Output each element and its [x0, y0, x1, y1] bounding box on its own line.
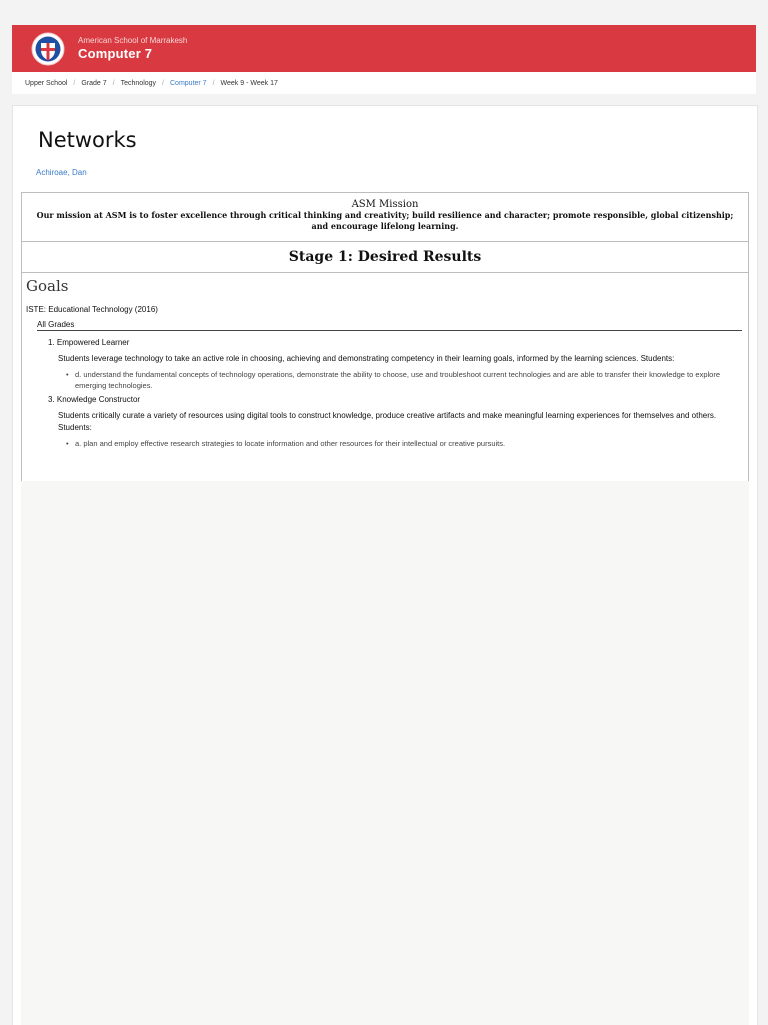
breadcrumb [12, 72, 756, 94]
standard-description: Students leverage technology to take an active role in choosing, achieving and demonstrating competency in their learning goals, informed by the learning sciences. Students: [58, 354, 675, 363]
breadcrumb-separator: / [112, 79, 115, 87]
breadcrumb-separator: / [162, 79, 164, 87]
unit-plan-box [21, 192, 749, 482]
standard-items [75, 369, 730, 391]
author-link[interactable]: Achiroae, Dan [36, 168, 87, 177]
list-item: • a. plan and employ effective research strategies to locate information and other resources for their intellectual or creative pursuits. [75, 438, 730, 449]
breadcrumb-separator: / [212, 79, 215, 87]
mission-text: Our mission at ASM is to foster excellence through critical thinking and creativity; build resilience and character; promote responsible, global citizenship; and encourage lifelong learning. [36, 210, 734, 231]
standard-label: 1. Empowered Learner [48, 338, 130, 347]
course-title[interactable]: Computer 7 [78, 46, 153, 61]
content-area [21, 481, 749, 1025]
course-heading [78, 36, 187, 61]
school-name[interactable]: American School of Marrakesh [78, 36, 188, 45]
standard-label: 3. Knowledge Constructor [48, 395, 141, 404]
breadcrumb-upper-school[interactable]: Upper School [25, 79, 68, 87]
breadcrumb-course[interactable]: Computer 7 [170, 79, 207, 87]
goals-title: Goals [26, 277, 69, 295]
list-item: • d. understand the fundamental concepts of technology operations, demonstrate the ability to choose, use and troubleshoot current technologies and are able to transfer their knowledge to explore emerging technologies. [75, 369, 730, 391]
mission-section [22, 193, 748, 242]
unit-panel [12, 105, 758, 1025]
breadcrumb-unit-dates: Week 9 - Week 17 [220, 79, 278, 87]
grade-level-header: All Grades [37, 320, 742, 331]
breadcrumb-grade[interactable]: Grade 7 [81, 79, 107, 87]
goals-section [22, 277, 748, 449]
mission-title: ASM Mission [351, 199, 419, 210]
standards-framework: ISTE: Educational Technology (2016) [26, 305, 158, 314]
standard-description: Students critically curate a variety of resources using digital tools to construct knowledge, produce creative artifacts and make meaningful learning experiences for themselves and others. Students: [58, 411, 717, 432]
breadcrumb-separator: / [73, 79, 76, 87]
stage-heading: Stage 1: Desired Results [22, 242, 748, 273]
page-title: Networks [38, 128, 137, 152]
standard-items [75, 438, 730, 449]
breadcrumb-subject[interactable]: Technology [120, 79, 157, 87]
course-header [12, 25, 756, 72]
school-crest-icon[interactable] [31, 32, 65, 66]
